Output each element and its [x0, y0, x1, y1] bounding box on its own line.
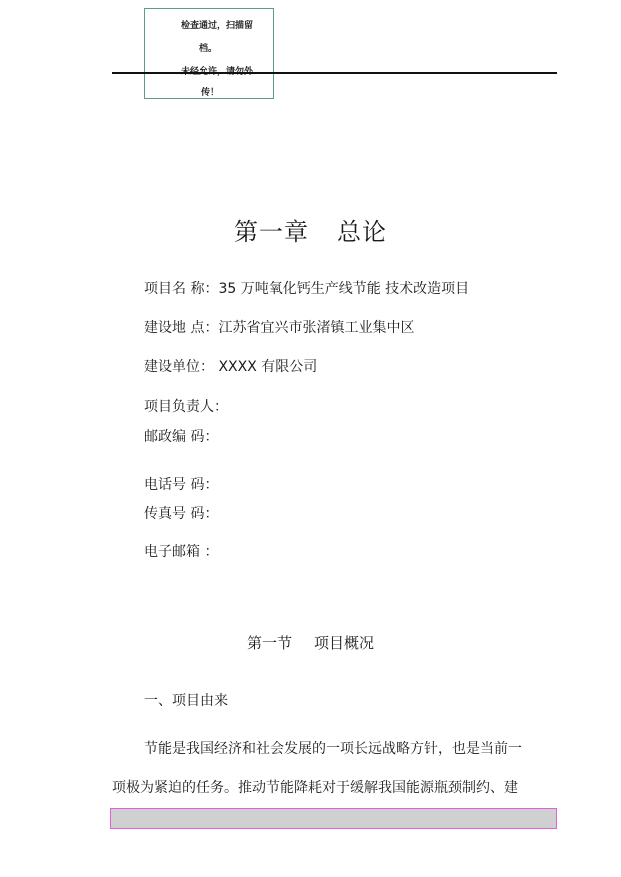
highlight-bar — [110, 808, 557, 829]
field-unit: 建设单位： XXXX 有限公司 — [144, 359, 318, 375]
field-location: 建设地 点：江苏省宜兴市张渚镇工业集中区 — [144, 320, 415, 336]
field-fax: 传真号 码： — [144, 506, 219, 522]
field-email: 电子邮箱 ： — [144, 544, 219, 560]
section-heading — [0, 632, 621, 653]
subsection-heading: 一、项目由来 — [144, 693, 228, 709]
stamp-line-3 — [181, 64, 253, 77]
chapter-title: 总论 — [337, 218, 387, 246]
section-number: 第一节 — [246, 634, 292, 652]
field-leader: 项目负责人： — [144, 399, 228, 415]
header-rule — [112, 72, 557, 74]
scan-approval-stamp — [144, 8, 274, 99]
stamp-line-1: 检查通过，扫描留 — [181, 21, 254, 31]
chapter-number: 第一章 — [234, 218, 309, 246]
body-line-1: 节能是我国经济和社会发展的一项长远战略方针，也是当前一 — [144, 741, 522, 757]
body-line-2: 项极为紧迫的任务。推动节能降耗对于缓解我国能源瓶颈制约、建 — [112, 780, 518, 796]
stamp-line-2: 档。 — [199, 44, 218, 54]
stamp-line-4: 传！ — [201, 88, 220, 98]
field-project-name: 项目名 称：35 万吨氧化钙生产线节能 技术改造项目 — [144, 281, 470, 297]
field-postcode: 邮政编 码： — [144, 429, 219, 445]
field-phone: 电话号 码： — [144, 477, 219, 493]
section-title: 项目概况 — [314, 634, 375, 652]
chapter-heading — [0, 212, 621, 247]
